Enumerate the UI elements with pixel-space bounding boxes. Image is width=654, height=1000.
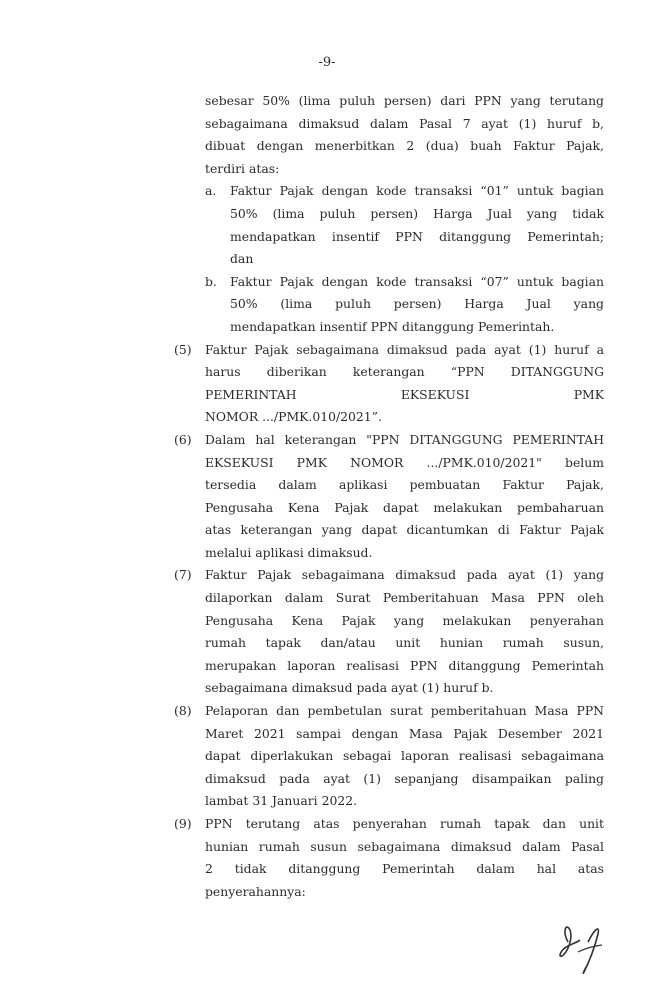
text-line: rumah tapak dan/atau unit hunian rumah susun, (205, 635, 604, 651)
list-item-a (174, 180, 604, 270)
text-line: sebagaimana dimaksud pada ayat (1) huruf b. (205, 680, 494, 696)
numbered-paragraph (174, 429, 604, 565)
paragraph-number: (8) (174, 703, 192, 719)
numbered-paragraph (174, 339, 604, 429)
page-number: -9- (318, 55, 336, 70)
text-line: Dalam hal keterangan "PPN DITANGGUNG PEMERINTAH (205, 431, 604, 447)
text-line: dimaksud pada ayat (1) sepanjang disampaikan paling (205, 770, 604, 786)
list-item-b (174, 271, 604, 339)
text-line: terdiri atas: (205, 160, 280, 176)
list-label: b. (205, 273, 217, 289)
document-body (174, 90, 604, 903)
text-line: merupakan laporan realisasi PPN ditanggung Pemerintah (205, 657, 604, 673)
numbered-paragraph (174, 700, 604, 813)
text-line: mendapatkan insentif PPN ditanggung Pemerintah; (230, 228, 604, 244)
paragraph-number: (9) (174, 816, 192, 831)
text-line: atas keterangan yang dapat dicantumkan di Faktur Pajak (205, 522, 604, 538)
text-line: dan (230, 251, 254, 267)
text-line: EKSEKUSI PMK NOMOR .../PMK.010/2021" belum (205, 454, 604, 470)
text-line: Faktur Pajak sebagaimana dimaksud pada ayat (1) yang (205, 567, 604, 583)
text-line: tersedia dalam aplikasi pembuatan Faktur Pajak, (205, 477, 604, 493)
numbered-paragraph (174, 813, 604, 903)
text-line: melalui aplikasi dimaksud. (205, 544, 373, 560)
text-line: hunian rumah susun sebagaimana dimaksud dalam Pasal (205, 838, 604, 854)
intro-paragraph (205, 90, 604, 180)
text-line: 50% (lima puluh persen) Harga Jual yang (230, 296, 604, 312)
paragraph-number: (6) (174, 431, 192, 447)
text-line: NOMOR .../PMK.010/2021”. (205, 409, 382, 425)
text-line: lambat 31 Januari 2022. (205, 793, 358, 809)
text-line: 50% (lima puluh persen) Harga Jual yang tidak (230, 205, 604, 221)
list-label: a. (205, 183, 217, 199)
text-line: mendapatkan insentif PPN ditanggung Pemerintah. (230, 318, 555, 334)
text-line: PEMERINTAH EKSEKUSI PMK (205, 386, 604, 402)
text-line: Faktur Pajak dengan kode transaksi “07” untuk bagian (230, 273, 604, 289)
paragraph-number: (5) (174, 341, 192, 357)
text-line: Pengusaha Kena Pajak dapat melakukan pembaharuan (205, 499, 604, 515)
signature-initials (548, 912, 628, 982)
text-line: Maret 2021 sampai dengan Masa Pajak Desember 2021 (205, 725, 604, 741)
text-line: Faktur Pajak sebagaimana dimaksud pada ayat (1) huruf a (205, 341, 604, 357)
text-line: Faktur Pajak dengan kode transaksi “01” untuk bagian (230, 183, 604, 199)
text-line: dilaporkan dalam Surat Pemberitahuan Masa PPN oleh (205, 590, 604, 606)
text-line: 2 tidak ditanggung Pemerintah dalam hal atas (205, 861, 604, 877)
text-line: dibuat dengan menerbitkan 2 (dua) buah Faktur Pajak, (205, 138, 604, 154)
text-line: sebesar 50% (lima puluh persen) dari PPN yang terutang (205, 93, 604, 108)
text-line: Pelaporan dan pembetulan surat pemberitahuan Masa PPN (205, 703, 604, 719)
text-line: sebagaimana dimaksud dalam Pasal 7 ayat (1) huruf b, (205, 115, 604, 131)
text-line: harus diberikan keterangan “PPN DITANGGUNG (205, 364, 604, 380)
paragraph-number: (7) (174, 567, 192, 583)
text-line: PPN terutang atas penyerahan rumah tapak dan unit (205, 816, 604, 831)
text-line: Pengusaha Kena Pajak yang melakukan penyerahan (205, 612, 604, 628)
numbered-paragraph (174, 564, 604, 700)
text-line: dapat diperlakukan sebagai laporan realisasi sebagaimana (205, 748, 604, 764)
text-line: penyerahannya: (205, 883, 306, 899)
